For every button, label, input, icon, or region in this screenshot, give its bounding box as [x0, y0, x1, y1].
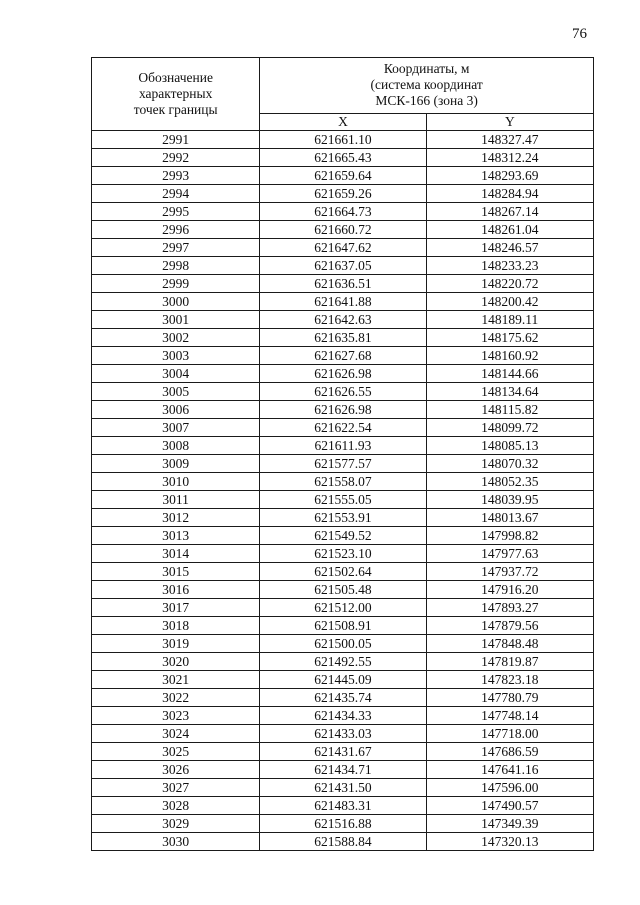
- y-coordinate-cell: 148233.23: [426, 257, 593, 275]
- table-row: [92, 527, 594, 545]
- y-coordinate-cell: 148293.69: [426, 167, 593, 185]
- table-row: [92, 437, 594, 455]
- y-coordinate-cell: 148099.72: [426, 419, 593, 437]
- y-coordinate-cell: 147748.14: [426, 707, 593, 725]
- coordinates-header-line: Координаты, м: [383, 61, 470, 77]
- x-coordinate-cell: 621433.03: [260, 725, 426, 743]
- point-cell: 3002: [92, 329, 260, 347]
- table-row: [92, 203, 594, 221]
- x-coordinate-cell: 621659.64: [260, 167, 426, 185]
- y-coordinate-cell: 148115.82: [426, 401, 593, 419]
- y-coordinate-cell: 147349.39: [426, 815, 593, 833]
- coordinates-header-line: МСК-166 (зона 3): [375, 93, 478, 109]
- y-coordinate-cell: 148261.04: [426, 221, 593, 239]
- table-row: [92, 401, 594, 419]
- table-row: [92, 473, 594, 491]
- y-coordinate-cell: 147977.63: [426, 545, 593, 563]
- point-cell: 3004: [92, 365, 260, 383]
- point-cell: 3026: [92, 761, 260, 779]
- table-row: [92, 617, 594, 635]
- table-header: [92, 58, 594, 131]
- point-designation-header: [92, 58, 260, 131]
- x-coordinate-cell: 621508.91: [260, 617, 426, 635]
- y-coordinate-cell: 148246.57: [426, 239, 593, 257]
- coordinates-table: [91, 57, 594, 851]
- x-coordinate-cell: 621641.88: [260, 293, 426, 311]
- y-coordinate-cell: 148134.64: [426, 383, 593, 401]
- table-row: [92, 563, 594, 581]
- table-row: [92, 689, 594, 707]
- table-row: [92, 743, 594, 761]
- point-cell: 3020: [92, 653, 260, 671]
- table-row: [92, 707, 594, 725]
- point-cell: 2994: [92, 185, 260, 203]
- table-row: [92, 239, 594, 257]
- point-header-line: точек границы: [133, 102, 218, 117]
- y-column-header: Y: [426, 113, 593, 130]
- x-coordinate-cell: 621483.31: [260, 797, 426, 815]
- table-row: [92, 275, 594, 293]
- x-coordinate-cell: 621435.74: [260, 689, 426, 707]
- x-coordinate-cell: 621549.52: [260, 527, 426, 545]
- table-row: [92, 761, 594, 779]
- x-coordinate-cell: 621665.43: [260, 149, 426, 167]
- y-coordinate-cell: 148312.24: [426, 149, 593, 167]
- y-coordinate-cell: 147848.48: [426, 635, 593, 653]
- table-row: [92, 383, 594, 401]
- y-coordinate-cell: 148070.32: [426, 455, 593, 473]
- table-row: [92, 131, 594, 149]
- table-row: [92, 815, 594, 833]
- point-cell: 2996: [92, 221, 260, 239]
- x-coordinate-cell: 621660.72: [260, 221, 426, 239]
- x-coordinate-cell: 621661.10: [260, 131, 426, 149]
- table-row: [92, 671, 594, 689]
- table-row: [92, 545, 594, 563]
- table-row: [92, 347, 594, 365]
- table-row: [92, 653, 594, 671]
- x-coordinate-cell: 621627.68: [260, 347, 426, 365]
- y-coordinate-cell: 148267.14: [426, 203, 593, 221]
- table-row: [92, 797, 594, 815]
- table-row: [92, 167, 594, 185]
- y-coordinate-cell: 147823.18: [426, 671, 593, 689]
- y-coordinate-cell: 147320.13: [426, 833, 593, 851]
- point-cell: 3011: [92, 491, 260, 509]
- y-coordinate-cell: 147686.59: [426, 743, 593, 761]
- y-coordinate-cell: 147490.57: [426, 797, 593, 815]
- x-coordinate-cell: 621588.84: [260, 833, 426, 851]
- point-header-line: Обозначение: [138, 70, 213, 85]
- y-coordinate-cell: 147780.79: [426, 689, 593, 707]
- point-cell: 2997: [92, 239, 260, 257]
- point-cell: 3030: [92, 833, 260, 851]
- y-coordinate-cell: 148220.72: [426, 275, 593, 293]
- point-cell: 3010: [92, 473, 260, 491]
- point-cell: 3021: [92, 671, 260, 689]
- point-cell: 3003: [92, 347, 260, 365]
- table-row: [92, 581, 594, 599]
- point-cell: 2998: [92, 257, 260, 275]
- table-row: [92, 779, 594, 797]
- point-cell: 2991: [92, 131, 260, 149]
- x-coordinate-cell: 621505.48: [260, 581, 426, 599]
- point-cell: 3017: [92, 599, 260, 617]
- y-coordinate-cell: 147879.56: [426, 617, 593, 635]
- point-cell: 3022: [92, 689, 260, 707]
- point-cell: 3006: [92, 401, 260, 419]
- x-coordinate-cell: 621523.10: [260, 545, 426, 563]
- x-coordinate-cell: 621516.88: [260, 815, 426, 833]
- x-coordinate-cell: 621637.05: [260, 257, 426, 275]
- y-coordinate-cell: 148085.13: [426, 437, 593, 455]
- x-coordinate-cell: 621445.09: [260, 671, 426, 689]
- table-row: [92, 185, 594, 203]
- x-coordinate-cell: 621558.07: [260, 473, 426, 491]
- point-cell: 3007: [92, 419, 260, 437]
- point-cell: 3008: [92, 437, 260, 455]
- x-coordinate-cell: 621492.55: [260, 653, 426, 671]
- table-row: [92, 725, 594, 743]
- table-row: [92, 635, 594, 653]
- y-coordinate-cell: 148200.42: [426, 293, 593, 311]
- y-coordinate-cell: 147893.27: [426, 599, 593, 617]
- y-coordinate-cell: 148175.62: [426, 329, 593, 347]
- table-row: [92, 419, 594, 437]
- y-coordinate-cell: 147718.00: [426, 725, 593, 743]
- x-coordinate-cell: 621500.05: [260, 635, 426, 653]
- x-coordinate-cell: 621434.71: [260, 761, 426, 779]
- point-cell: 2992: [92, 149, 260, 167]
- point-cell: 3009: [92, 455, 260, 473]
- x-coordinate-cell: 621664.73: [260, 203, 426, 221]
- y-coordinate-cell: 148144.66: [426, 365, 593, 383]
- table-row: [92, 509, 594, 527]
- x-coordinate-cell: 621626.98: [260, 401, 426, 419]
- x-coordinate-cell: 621626.98: [260, 365, 426, 383]
- x-coordinate-cell: 621636.51: [260, 275, 426, 293]
- table-row: [92, 221, 594, 239]
- x-column-header: X: [260, 113, 426, 130]
- x-coordinate-cell: 621555.05: [260, 491, 426, 509]
- point-header-line: характерных: [138, 86, 213, 101]
- page-number: 76: [572, 26, 587, 42]
- y-coordinate-cell: 148189.11: [426, 311, 593, 329]
- point-cell: 3027: [92, 779, 260, 797]
- table-row: [92, 599, 594, 617]
- y-coordinate-cell: 148013.67: [426, 509, 593, 527]
- point-cell: 3015: [92, 563, 260, 581]
- point-cell: 3005: [92, 383, 260, 401]
- point-cell: 3012: [92, 509, 260, 527]
- y-coordinate-cell: 147916.20: [426, 581, 593, 599]
- x-coordinate-cell: 621642.63: [260, 311, 426, 329]
- y-coordinate-cell: 147998.82: [426, 527, 593, 545]
- point-cell: 3001: [92, 311, 260, 329]
- y-coordinate-cell: 147937.72: [426, 563, 593, 581]
- point-cell: 3018: [92, 617, 260, 635]
- x-coordinate-cell: 621611.93: [260, 437, 426, 455]
- y-coordinate-cell: 148039.95: [426, 491, 593, 509]
- x-coordinate-cell: 621659.26: [260, 185, 426, 203]
- x-coordinate-cell: 621622.54: [260, 419, 426, 437]
- coordinates-header: [260, 58, 594, 114]
- x-coordinate-cell: 621626.55: [260, 383, 426, 401]
- table-row: [92, 329, 594, 347]
- point-cell: 2993: [92, 167, 260, 185]
- table-row: [92, 293, 594, 311]
- x-coordinate-cell: 621553.91: [260, 509, 426, 527]
- table-row: [92, 833, 594, 851]
- x-coordinate-cell: 621577.57: [260, 455, 426, 473]
- point-cell: 3024: [92, 725, 260, 743]
- point-cell: 3016: [92, 581, 260, 599]
- y-coordinate-cell: 147596.00: [426, 779, 593, 797]
- point-cell: 3029: [92, 815, 260, 833]
- table-row: [92, 149, 594, 167]
- x-coordinate-cell: 621502.64: [260, 563, 426, 581]
- x-coordinate-cell: 621635.81: [260, 329, 426, 347]
- point-cell: 3025: [92, 743, 260, 761]
- x-coordinate-cell: 621431.50: [260, 779, 426, 797]
- coordinates-header-line: (система координат: [370, 77, 483, 93]
- x-coordinate-cell: 621434.33: [260, 707, 426, 725]
- x-coordinate-cell: 621512.00: [260, 599, 426, 617]
- table-row: [92, 455, 594, 473]
- point-cell: 2995: [92, 203, 260, 221]
- y-coordinate-cell: 147641.16: [426, 761, 593, 779]
- table-row: [92, 365, 594, 383]
- table-row: [92, 311, 594, 329]
- x-coordinate-cell: 621431.67: [260, 743, 426, 761]
- y-coordinate-cell: 148327.47: [426, 131, 593, 149]
- table-row: [92, 257, 594, 275]
- table-row: [92, 491, 594, 509]
- x-coordinate-cell: 621647.62: [260, 239, 426, 257]
- y-coordinate-cell: 148284.94: [426, 185, 593, 203]
- point-cell: 3000: [92, 293, 260, 311]
- y-coordinate-cell: 148052.35: [426, 473, 593, 491]
- table-body: [92, 131, 594, 851]
- y-coordinate-cell: 148160.92: [426, 347, 593, 365]
- point-cell: 2999: [92, 275, 260, 293]
- point-cell: 3014: [92, 545, 260, 563]
- point-cell: 3028: [92, 797, 260, 815]
- point-cell: 3019: [92, 635, 260, 653]
- point-cell: 3023: [92, 707, 260, 725]
- point-cell: 3013: [92, 527, 260, 545]
- y-coordinate-cell: 147819.87: [426, 653, 593, 671]
